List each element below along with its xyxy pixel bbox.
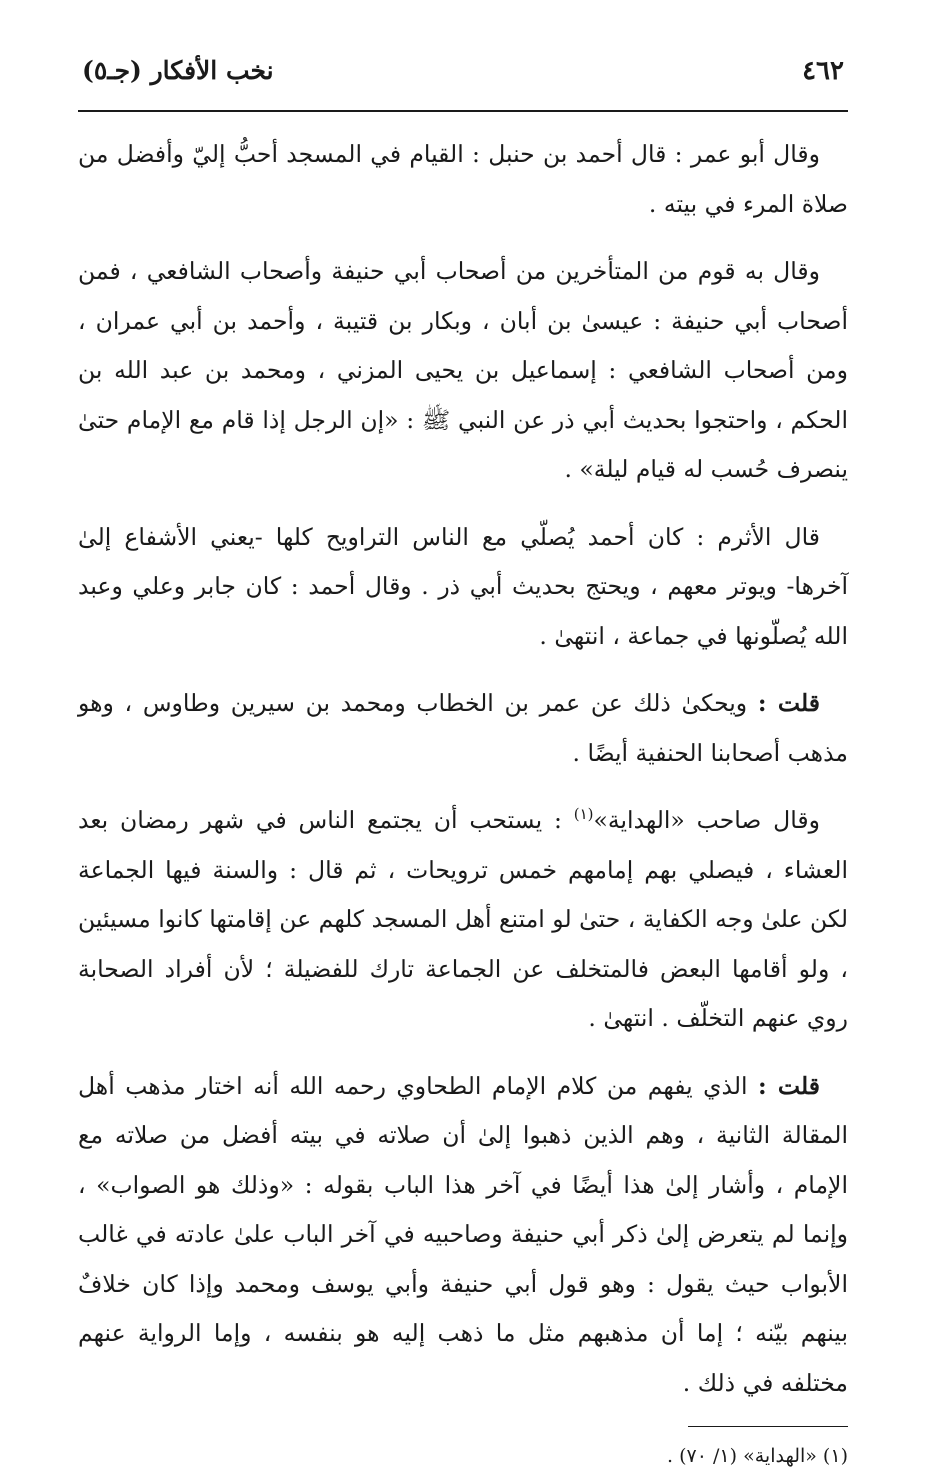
- paragraph-text: وقال به قوم من المتأخرين من أصحاب أبي حنيفة وأصحاب الشافعي ، فمن أصحاب أبي حنيفة : عيسىٰ بن أبان ، وبكار بن قتيبة ، وأحمد بن أبي عمران ، ومن أصحاب الشافعي : إسماعيل بن يحيى المزني ، ومحمد بن عبد الله بن الحكم ، واحتجوا بحديث أبي ذر عن النبي ﷺ : «إن الرجل إذا قام مع الإمام حتىٰ ينصرف حُسب له قيام ليلة» .: [78, 257, 848, 483]
- footnote: (١) «الهداية» (١/ ٧٠) .: [667, 1445, 848, 1467]
- header-rule: [78, 110, 848, 112]
- paragraph-text: : يستحب أن يجتمع الناس في شهر رمضان بعد العشاء ، فيصلي بهم إمامهم خمس ترويحات ، ثم قال : والسنة فيها الجماعة لكن علىٰ وجه الكفاية ، حتىٰ لو امتنع أهل المسجد كلهم عن إقامتها كانوا مسيئين ، ولو أقامها البعض فالمتخلف عن الجماعة تارك للفضيلة ؛ لأن أفراد الصحابة روي عنهم التخلّف . انتهىٰ .: [78, 806, 848, 1032]
- paragraph: [78, 796, 848, 1044]
- paragraph-text: وقال أبو عمر : قال أحمد بن حنبل : القيام في المسجد أحبُّ إليّ وأفضل من صلاة المرء في بيته .: [78, 140, 848, 218]
- footnote-rule: [688, 1426, 848, 1427]
- paragraph: [78, 247, 848, 495]
- footnote-reference[interactable]: (١): [573, 805, 594, 824]
- paragraph-text-before: وقال صاحب «الهداية»: [593, 806, 820, 834]
- paragraph: [78, 679, 848, 778]
- document-page: [78, 56, 848, 1471]
- body-text: [78, 130, 848, 1408]
- paragraph: [78, 130, 848, 229]
- paragraph-text: ويحكىٰ ذلك عن عمر بن الخطاب ومحمد بن سيرين وطاوس ، وهو مذهب أصحابنا الحنفية أيضًا .: [78, 689, 848, 767]
- paragraph-lead: قلت :: [757, 689, 820, 717]
- book-title: نخب الأفكار (جـ٥): [82, 56, 274, 85]
- paragraph-text: قال الأثرم : كان أحمد يُصلّي مع الناس التراويح كلها -يعني الأشفاع إلىٰ آخرها- ويوتر معهم ، ويحتج بحديث أبي ذر . وقال أحمد : كان جابر وعلي وعبد الله يُصلّونها في جماعة ، انتهىٰ .: [78, 522, 848, 650]
- paragraph-text: الذي يفهم من كلام الإمام الطحاوي رحمه الله أنه اختار مذهب أهل المقالة الثانية ، وهم الذين ذهبوا إلىٰ أن صلاته في بيته أفضل من صلاته مع الإمام ، وأشار إلىٰ هذا أيضًا في آخر هذا الباب بقوله : «وذلك هو الصواب» ، وإنما لم يتعرض إلىٰ ذكر أبي حنيفة وصاحبيه في آخر الباب علىٰ عادته في غالب الأبواب حيث يقول : وهو قول أبي حنيفة وأبي يوسف ومحمد وإذا كان خلافٌ بينهم بيّنه ؛ إما أن مذهبهم مثل ما ذهب إليه هو بنفسه ، وإما الرواية عنهم مختلفه في ذلك .: [78, 1071, 848, 1397]
- running-header: [78, 56, 848, 106]
- paragraph-lead: قلت :: [758, 1071, 820, 1100]
- page-number: ٤٦٢: [802, 56, 844, 86]
- paragraph: [78, 513, 848, 662]
- paragraph: [78, 1062, 848, 1409]
